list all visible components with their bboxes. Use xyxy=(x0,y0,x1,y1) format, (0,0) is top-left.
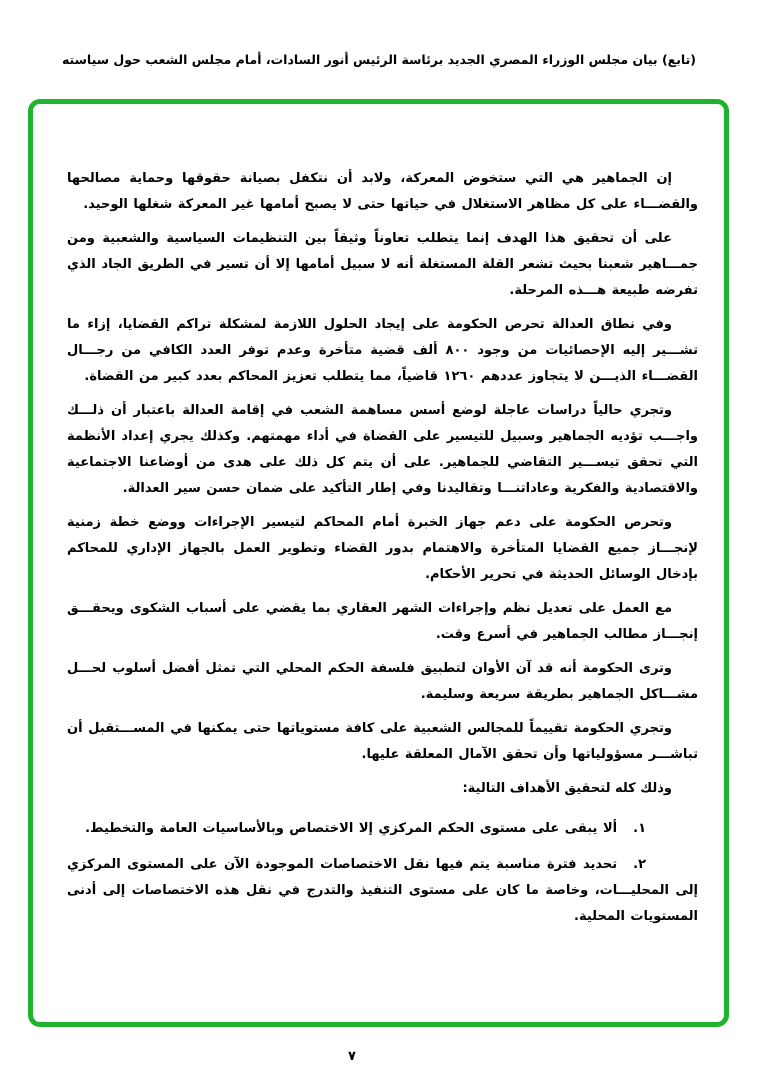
paragraph-6: مع العمل على تعديل نظم وإجراءات الشهر العقاري بما يقضي على أسباب الشكوى ويحقـــق إنجـــاز مطالب الجماهير في أسرع وقت. xyxy=(67,601,698,642)
paragraph-7: وترى الحكومة أنه قد آن الأوان لتطبيق فلسفة الحكم المحلي التي تمثل أفضل أسلوب لحـــل مشـــاكل الجماهير بطريقة سريعة وسليمة. xyxy=(67,661,698,702)
page-number: ٧ xyxy=(348,1049,356,1064)
goal-number-1: ١. xyxy=(633,821,646,836)
goal-item-1 xyxy=(67,816,698,842)
document-body xyxy=(67,166,698,1002)
paragraph-8: وتجري الحكومة تقييماً للمجالس الشعبية على كافة مستوياتها حتى يمكنها في المســـتقبل أن تباشـــر مسؤولياتها وأن تحقق الآمال المعلقة عليها. xyxy=(67,721,698,762)
goal-text-2: تحديد فترة مناسبة يتم فيها نقل الاختصاصات الموجودة الآن على المستوى المركزي إلى المحليـــات، وخاصة ما كان على مستوى التنفيذ والتدرج في نقل هذه الاختصاصات إلى أدنى المستويات المحلية. xyxy=(67,857,698,924)
goal-number-2: ٢. xyxy=(633,857,646,872)
paragraph-1: إن الجماهير هي التي ستخوض المعركة، ولابد أن نتكفل بصيانة حقوقها وحماية مصالحها والقضـــاء على كل مظاهر الاستغلال في حياتها حتى لا يصبح أمامها غير المعركة شغلها الوحيد. xyxy=(67,171,698,212)
paragraph-3: وفي نطاق العدالة تحرص الحكومة على إيجاد الحلول اللازمة لمشكلة تراكم القضايا، إزاء ما تشـــير إليه الإحصائيات من وجود ٨٠٠ ألف قضية متأخرة وعدم توفر العدد الكافي من رجـــال القضـــاء الذيـــن لا يتجاوز عددهم ١٢٦٠ قاضياً، مما يتطلب تعزيز المحاكم بعدد كبير من القضاة. xyxy=(67,317,698,384)
green-border-frame xyxy=(28,99,729,1027)
paragraph-2: على أن تحقيق هذا الهدف إنما يتطلب تعاوناً وثيقاً بين التنظيمات السياسية والشعبية ومن جمـــاهير شعبنا بحيث تشعر القلة المستغلة أنه لا سبيل أمامها إلا أن تسير في الطريق الجاد الذي تفرضه طبيعة هـــذه المرحلة. xyxy=(67,231,698,298)
goals-intro-line: وذلك كله لتحقيق الأهداف التالية: xyxy=(462,781,672,796)
goal-text-1: ألا يبقى على مستوى الحكم المركزي إلا الاختصاص وبالأساسيات العامة والتخطيط. xyxy=(85,821,618,836)
paragraph-4: وتجري حالياً دراسات عاجلة لوضع أسس مساهمة الشعب في إقامة العدالة باعتبار أن ذلـــك واجـــب تؤديه الجماهير وسبيل للتيسير على القضاة في أداء مهمتهم. وكذلك يجري إعداد الأنظمة التي تحقق تيســـير التقاضي للجماهير. على أن يتم كل ذلك على هدى من أوضاعنا الاجتماعية والاقتصادية والفكرية وعاداتنـــا وتقاليدنا وفي إطار التأكيد على ضمان حسن سير العدالة. xyxy=(67,403,698,496)
goal-item-2 xyxy=(67,852,698,930)
paragraph-5: وتحرص الحكومة على دعم جهاز الخبرة أمام المحاكم لتيسير الإجراءات ووضع خطة زمنية لإنجـــاز جميع القضايا المتأخرة والاهتمام بدور القضاء وتطوير العمل بالجهاز الإداري للمحاكم بإدخال الوسائل الحديثة في تحرير الأحكام. xyxy=(67,515,698,582)
document-header-title: (تابع) بيان مجلس الوزراء المصري الجديد برئاسة الرئيس أنور السادات، أمام مجلس الشعب حول سياسته xyxy=(61,52,697,67)
